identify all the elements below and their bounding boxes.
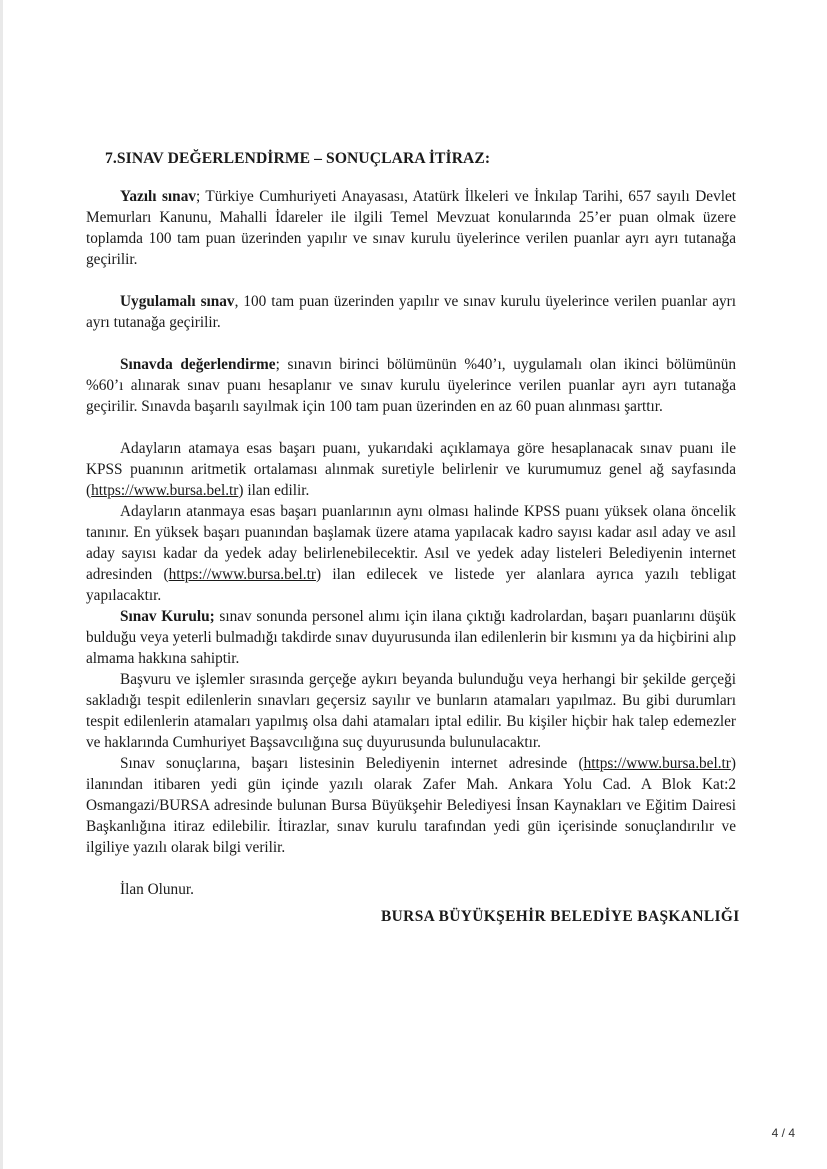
ranking-text-before: Adayların atanmaya esas başarı puanlarının aynı olması halinde KPSS puanı yüksek olana öncelik tanınır. En yüksek başarı puanından başlamak üzere atama yapılacak kadro sayısı kadar asıl aday ve asıl aday sayısı kadar da yedek aday belirlenebilecektir. Asıl ve yedek aday listeleri Belediyenin internet adresinden ( [86, 503, 736, 583]
score-paragraph [86, 438, 736, 501]
page-edge [0, 0, 3, 1169]
practical-exam-paragraph [86, 291, 736, 333]
website-link[interactable]: https://www.bursa.bel.tr [583, 755, 731, 772]
evaluation-label: Sınavda değerlendirme [120, 356, 276, 373]
closing-text: İlan Olunur. [120, 881, 194, 898]
objection-text-after: ) ilanından itibaren yedi gün içinde yazılı olarak Zafer Mah. Ankara Yolu Cad. A Blok Kat:2 Osmangazi/BURSA adresinde bulunan Bursa Büyükşehir Belediyesi İnsan Kaynakları ve Eğitim Dairesi Başkanlığına itiraz edilebilir. İtirazlar, sınav kurulu tarafından yedi gün içerisinde sonuçlandırılır ve ilgiliye yazılı olarak bilgi verilir. [86, 755, 736, 856]
ranking-paragraph [86, 501, 736, 606]
website-link[interactable]: https://www.bursa.bel.tr [91, 482, 239, 499]
signature: BURSA BÜYÜKŞEHİR BELEDİYE BAŞKANLIĞI [381, 908, 740, 925]
score-text-before: Adayların atamaya esas başarı puanı, yukarıdaki açıklamaya göre hesaplanacak sınav puanı ile KPSS puanının aritmetik ortalaması alınmak suretiyle belirlenir ve kurumumuz genel ağ sayfasında ( [86, 440, 736, 499]
document-body [86, 186, 736, 900]
ranking-text-after: ) ilan edilecek ve listede yer alanlara ayrıca yazılı tebligat yapılacaktır. [86, 566, 736, 604]
exam-board-label: Sınav Kurulu; [120, 608, 215, 625]
objection-paragraph [86, 753, 736, 858]
practical-exam-text: , 100 tam puan üzerinden yapılır ve sınav kurulu üyelerince verilen puanlar ayrı ayrı tutanağa geçirilir. [86, 293, 736, 331]
exam-board-text: sınav sonunda personel alımı için ilana çıktığı kadrolardan, başarı puanlarını düşük bulduğu veya yeterli bulmadığı takdirde sınav duyurusunda ilan edilenlerin bir kısmını ya da hiçbirini alıp almama hakkına sahiptir. [86, 608, 736, 667]
website-link[interactable]: https://www.bursa.bel.tr [168, 566, 316, 583]
written-exam-text: ; Türkiye Cumhuriyeti Anayasası, Atatürk İlkeleri ve İnkılap Tarihi, 657 sayılı Devlet Memurları Kanunu, Mahalli İdareler ile ilgili Temel Mevzuat konularında 25’er puan olmak üzere toplamda 100 tam puan üzerinden yapılır ve sınav kurulu üyelerince verilen puanlar ayrı ayrı tutanağa geçirilir. [86, 188, 737, 268]
page-number: 4 / 4 [771, 1126, 795, 1140]
false-statement-paragraph: Başvuru ve işlemler sırasında gerçeğe aykırı beyanda bulunduğu veya herhangi bir şekilde gerçeği sakladığı tespit edilenlerin sınavları geçersiz sayılır ve bunların atamaları yapılmaz. Bu gibi durumları tespit edilenlerin atamaları yapılmış olsa dahi atamaları iptal edilir. Bu kişiler hiçbir hak talep edemezler ve haklarında Cumhuriyet Başsavcılığına suç duyurusunda bulunulacaktır. [86, 671, 736, 751]
written-exam-paragraph [86, 186, 736, 270]
exam-board-paragraph [86, 606, 736, 669]
practical-exam-label: Uygulamalı sınav [120, 293, 235, 310]
score-text-after: ) ilan edilir. [238, 482, 310, 499]
section-title: 7.SINAV DEĞERLENDİRME – SONUÇLARA İTİRAZ: [105, 150, 491, 167]
evaluation-text: ; sınavın birinci bölümünün %40’ı, uygulamalı olan ikinci bölümünün %60’ı alınarak sınav puanı hesaplanır ve sınav kurulu üyelerince verilen puanlar ayrı ayrı tutanağa geçirilir. Sınavda başarılı sayılmak için 100 tam puan üzerinden en az 60 puan alınması şarttır. [86, 356, 736, 415]
written-exam-label: Yazılı sınav [120, 188, 196, 205]
objection-text-before: Sınav sonuçlarına, başarı listesinin Belediyenin internet adresinde ( [120, 755, 584, 772]
evaluation-paragraph [86, 354, 736, 417]
